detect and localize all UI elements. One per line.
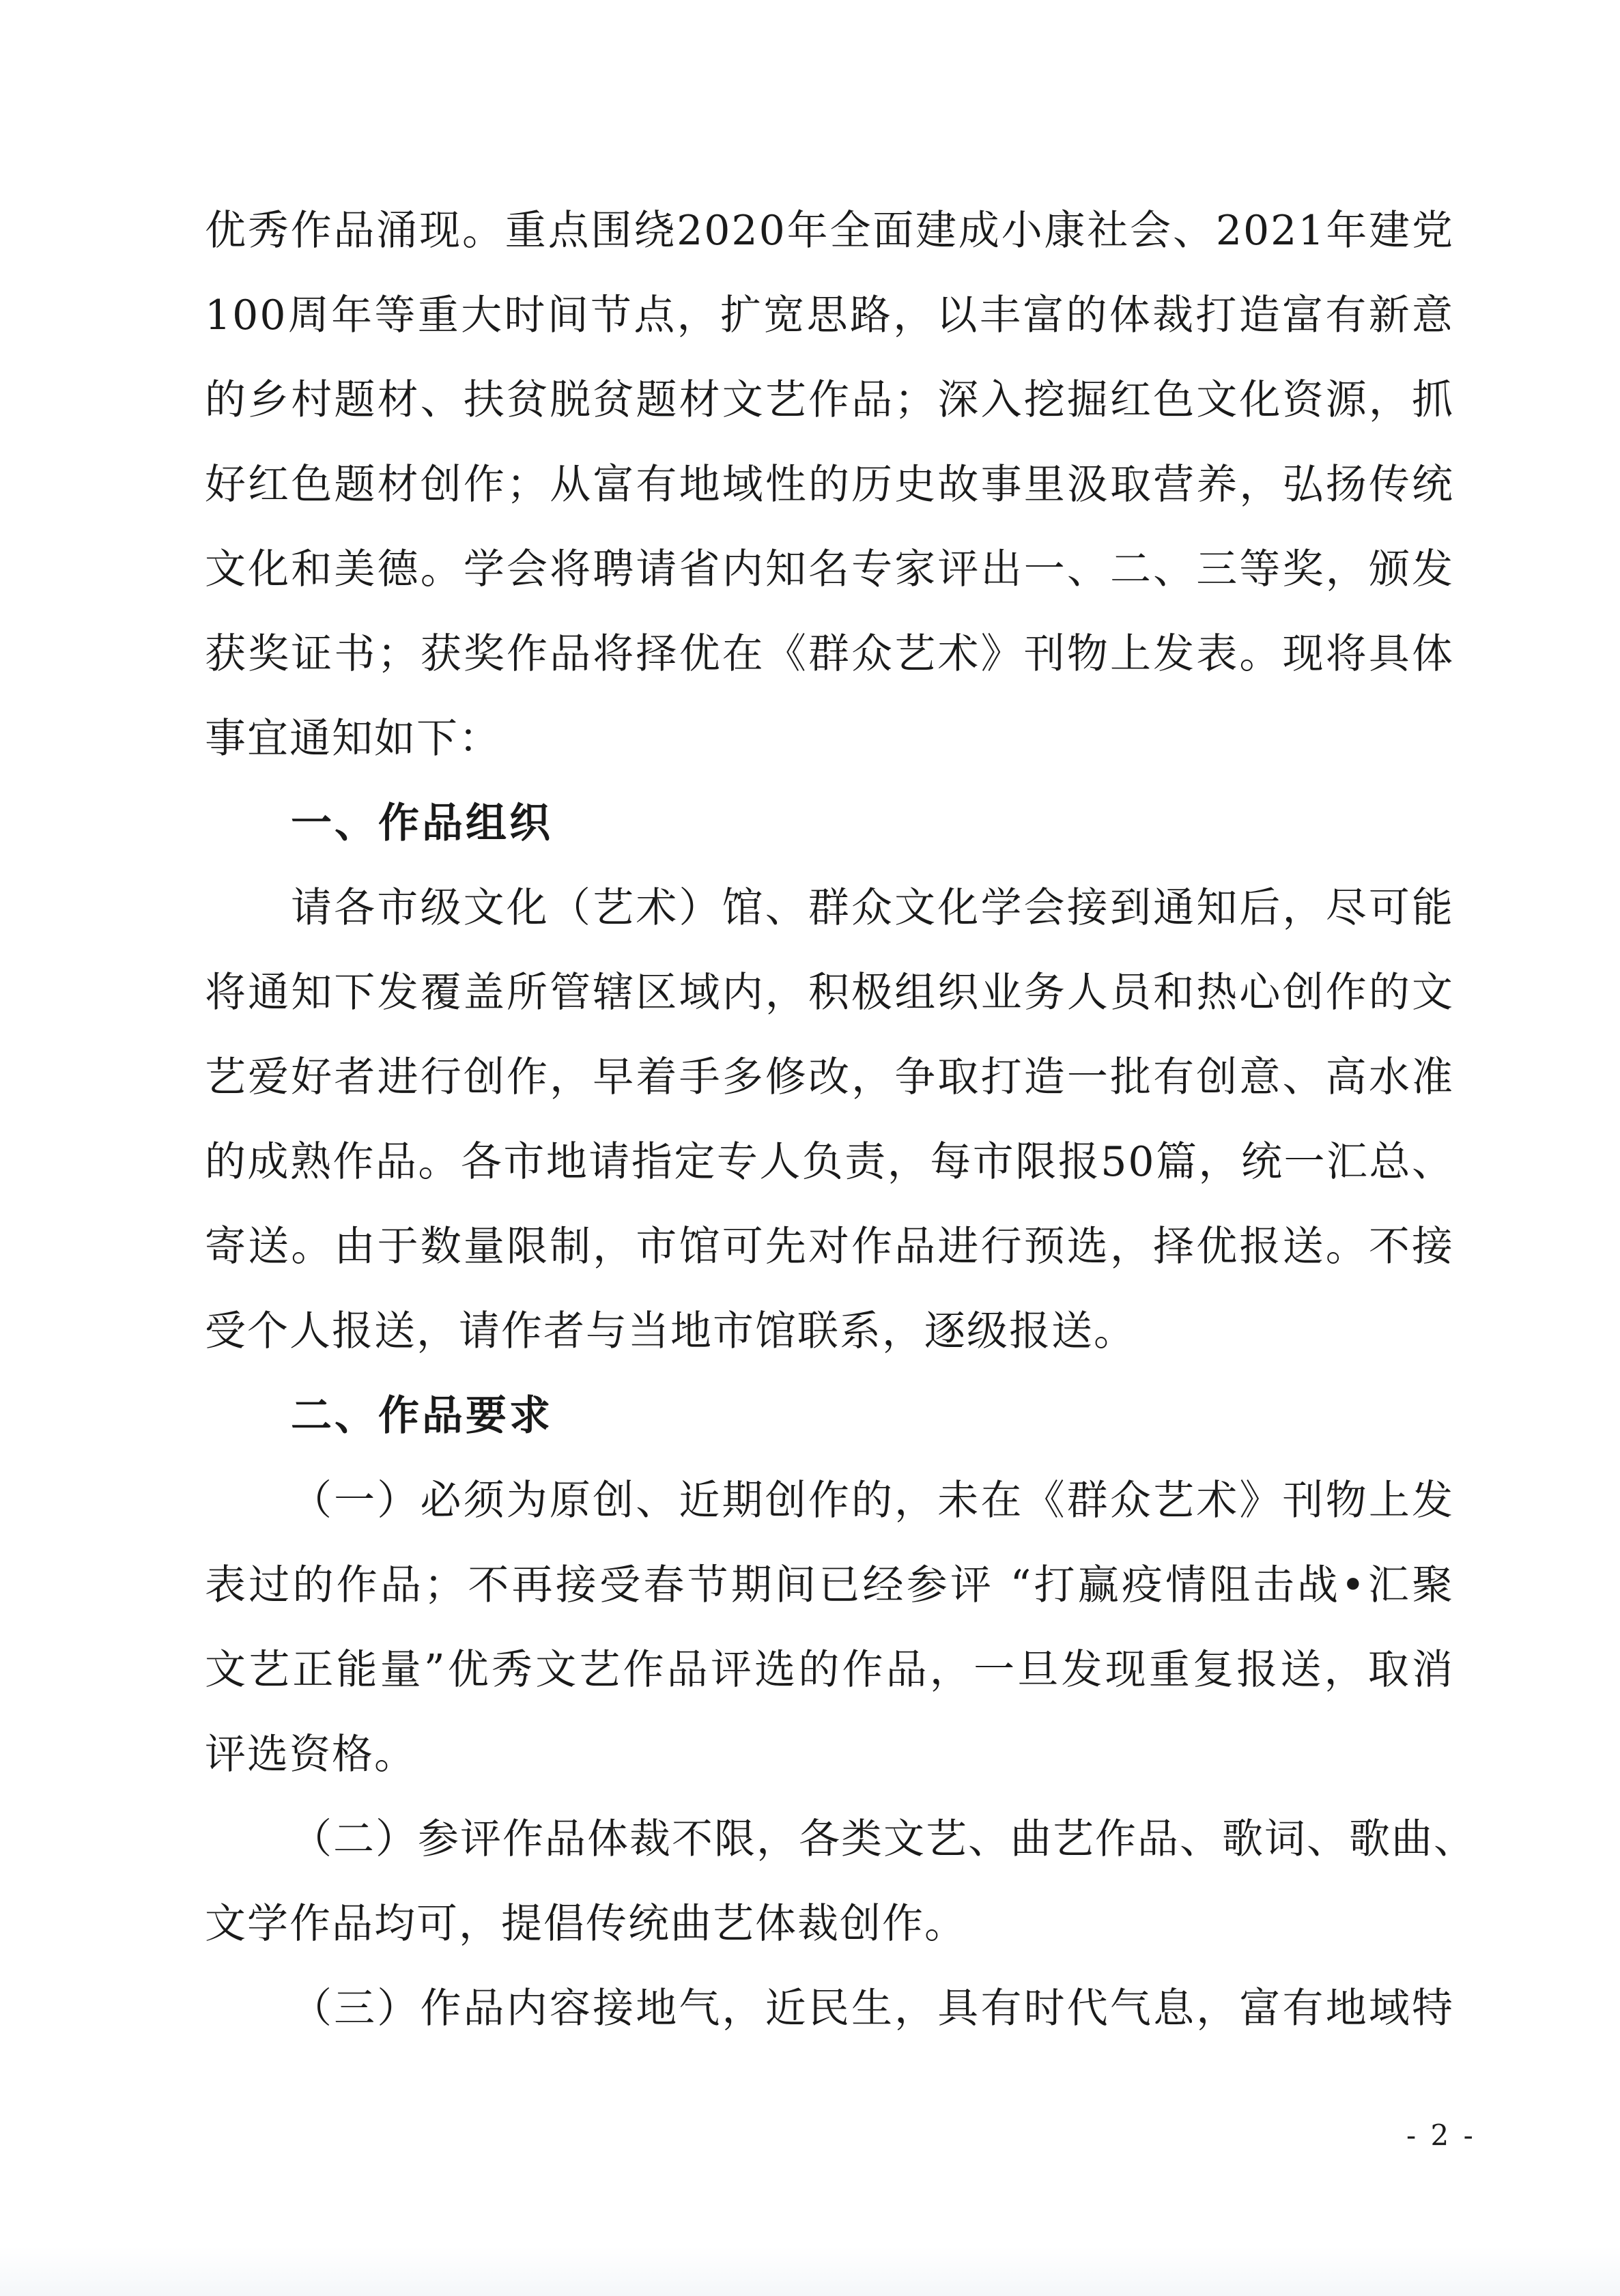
page-number: - 2 - [1406,2118,1476,2152]
paragraph-line: 文学作品均可，提倡传统曲艺体裁创作。 [205,1900,967,1948]
paragraph-line: （一）必须为原创、近期创作的，未在《群众艺术》刊物上发 [291,1477,1454,1525]
paragraph-line: 获奖证书；获奖作品将择优在《群众艺术》刊物上发表。现将具体 [205,630,1454,678]
paragraph-line: 寄送。由于数量限制，市馆可先对作品进行预选，择优报送。不接 [205,1223,1454,1271]
section-heading: 一、作品组织 [291,799,553,847]
paragraph-line: 好红色题材创作；从富有地域性的历史故事里汲取营养，弘扬传统 [205,461,1454,509]
paragraph-line: 的成熟作品。各市地请指定专人负责，每市限报50篇，统一汇总、 [205,1138,1454,1186]
paragraph-line: 评选资格。 [205,1731,416,1778]
paragraph-line: 艺爱好者进行创作，早着手多修改，争取打造一批有创意、高水准 [205,1053,1454,1101]
paragraph-line: （三）作品内容接地气，近民生，具有时代气息，富有地域特 [291,1985,1454,2032]
paragraph-line: 将通知下发覆盖所管辖区域内，积极组织业务人员和热心创作的文 [205,969,1454,1017]
paragraph-line: 文艺正能量”优秀文艺作品评选的作品，一旦发现重复报送，取消 [205,1646,1454,1694]
paragraph-line: 事宜通知如下： [205,715,501,763]
paragraph-line: 请各市级文化（艺术）馆、群众文化学会接到通知后，尽可能 [291,884,1454,932]
scan-shadow [0,2246,1620,2296]
paragraph-line: 受个人报送，请作者与当地市馆联系，逐级报送。 [205,1307,1136,1355]
paragraph-line: 的乡村题材、扶贫脱贫题材文艺作品；深入挖掘红色文化资源，抓 [205,376,1454,424]
paragraph-line: 表过的作品；不再接受春节期间已经参评 “打赢疫情阻击战•汇聚 [205,1561,1454,1609]
paragraph-line: 100周年等重大时间节点，扩宽思路，以丰富的体裁打造富有新意 [205,292,1454,339]
section-heading: 二、作品要求 [291,1392,553,1440]
paragraph-line: （二）参评作品体裁不限，各类文艺、曲艺作品、歌词、歌曲、 [291,1815,1476,1863]
paragraph-line: 文化和美德。学会将聘请省内知名专家评出一、二、三等奖，颁发 [205,545,1454,593]
paragraph-line: 优秀作品涌现。重点围绕2020年全面建成小康社会、2021年建党 [205,207,1454,255]
